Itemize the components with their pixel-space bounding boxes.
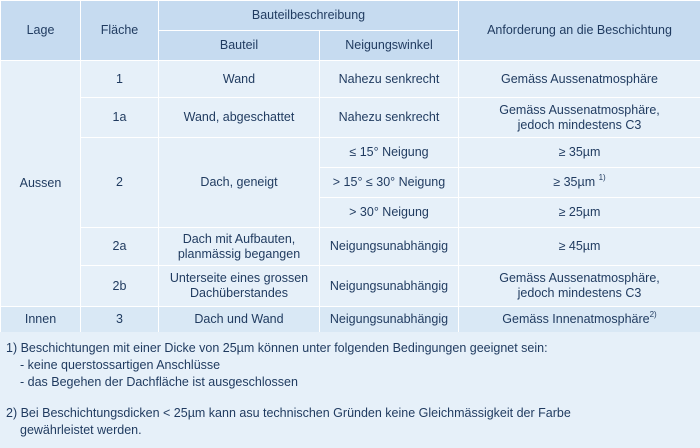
bauteil-line-2: Dachüberstandes	[190, 286, 288, 300]
table-row	[1, 138, 700, 168]
anforderung-line-2: jedoch mindestens C3	[517, 286, 642, 300]
bauteil-line-2: planmässig begangen	[177, 246, 301, 261]
footnotes	[0, 332, 700, 448]
header-lage: Lage	[1, 1, 81, 61]
cell-neigung: Neigungsunabhängig	[320, 266, 459, 307]
header-bauteilbeschreibung: Bauteilbeschreibung	[159, 1, 459, 31]
cell-bauteil: Dach und Wand	[159, 307, 320, 333]
anforderung-line-1: Gemäss Aussenatmosphäre,	[499, 102, 660, 117]
cell-lage-aussen: Aussen	[1, 61, 81, 307]
table-row	[1, 228, 700, 266]
cell-flaeche: 2b	[81, 266, 159, 307]
cell-bauteil: Dach, geneigt	[159, 138, 320, 228]
cell-neigung: > 15° ≤ 30° Neigung	[320, 168, 459, 198]
anforderung-line-1: Gemäss Aussenatmosphäre,	[499, 271, 660, 285]
anforderung-value: ≥ 35µm	[553, 175, 596, 189]
cell-bauteil: Wand, abgeschattet	[159, 98, 320, 138]
cell-flaeche: 1	[81, 61, 159, 98]
footnote-1-item-b: - das Begehen der Dachfläche ist ausgeschlossen	[20, 375, 298, 389]
table-row	[1, 98, 700, 138]
cell-neigung: Neigungsunabhängig	[320, 307, 459, 333]
table-row	[1, 61, 700, 98]
cell-neigung: Nahezu senkrecht	[320, 98, 459, 138]
anforderung-value: Gemäss Innenatmosphäre	[502, 312, 650, 326]
cell-neigung: Neigungsunabhängig	[320, 228, 459, 266]
header-anforderung: Anforderung an die Beschichtung	[459, 1, 700, 61]
cell-flaeche: 2	[81, 138, 159, 228]
cell-anforderung	[459, 307, 700, 333]
anforderung-line-2: jedoch mindestens C3	[517, 117, 642, 132]
header-flaeche: Fläche	[81, 1, 159, 61]
cell-bauteil	[159, 228, 320, 266]
cell-anforderung: Gemäss Aussenatmosphäre	[459, 61, 700, 98]
bauteil-line-1: Unterseite eines grossen	[169, 271, 309, 285]
footnote-2-text: 2) Bei Beschichtungsdicken < 25µm kann asu technischen Gründen keine Gleichmässigkeit der Farbe	[6, 406, 571, 420]
table-row	[1, 266, 700, 307]
cell-anforderung: ≥ 35µm	[459, 138, 700, 168]
cell-anforderung	[459, 266, 700, 307]
footnote-ref-1: 1)	[598, 173, 606, 182]
cell-flaeche: 1a	[81, 98, 159, 138]
header-bauteil: Bauteil	[159, 31, 320, 61]
cell-bauteil	[159, 266, 320, 307]
cell-neigung: Nahezu senkrecht	[320, 61, 459, 98]
header-row	[1, 1, 700, 31]
table-row	[1, 307, 700, 333]
cell-anforderung	[459, 168, 700, 198]
cell-flaeche: 3	[81, 307, 159, 333]
header-neigungswinkel: Neigungswinkel	[320, 31, 459, 61]
footnote-1-item-a: - keine querstossartigen Anschlüsse	[20, 358, 221, 372]
cell-neigung: > 30° Neigung	[320, 198, 459, 228]
cell-bauteil: Wand	[159, 61, 320, 98]
footnote-ref-2: 2)	[649, 310, 657, 319]
cell-anforderung: ≥ 45µm	[459, 228, 700, 266]
cell-anforderung: ≥ 25µm	[459, 198, 700, 228]
cell-anforderung	[459, 98, 700, 138]
footnote-1-text: 1) Beschichtungen mit einer Dicke von 25µm können unter folgenden Bedingungen geeignet sein:	[6, 341, 548, 355]
footnote-2-text-cont: gewährleistet werden.	[20, 423, 142, 437]
cell-neigung: ≤ 15° Neigung	[320, 138, 459, 168]
cell-flaeche: 2a	[81, 228, 159, 266]
bauteil-line-1: Dach mit Aufbauten,	[182, 231, 296, 246]
footnote-2	[6, 405, 571, 439]
footnote-1	[6, 340, 548, 391]
cell-lage-innen: Innen	[1, 307, 81, 333]
